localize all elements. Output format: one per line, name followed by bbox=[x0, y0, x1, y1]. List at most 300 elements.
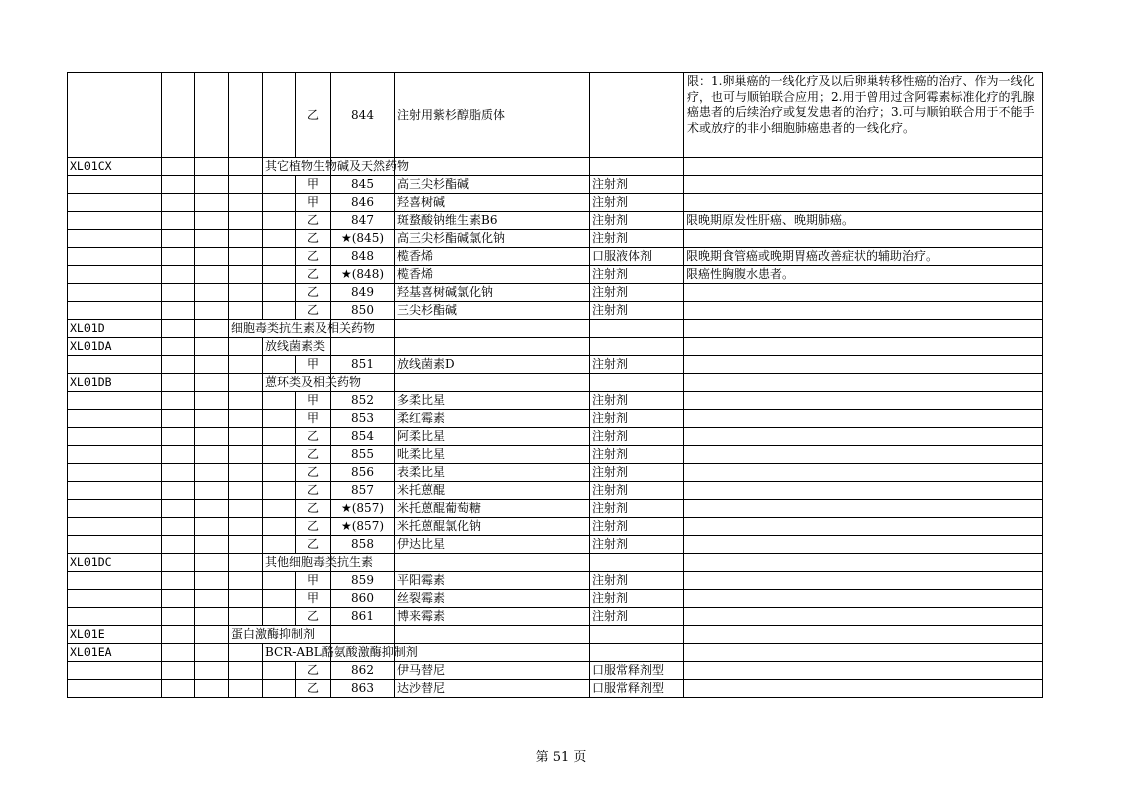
blank-cell bbox=[395, 338, 590, 356]
drug-category: 甲 bbox=[296, 176, 331, 194]
drug-category: 乙 bbox=[296, 680, 331, 698]
drug-number: 850 bbox=[331, 302, 395, 320]
dosage-form: 注射剂 bbox=[590, 608, 684, 626]
drug-category: 乙 bbox=[296, 446, 331, 464]
drug-row bbox=[68, 284, 1043, 302]
drug-row bbox=[68, 590, 1043, 608]
drug-name: 羟喜树碱 bbox=[395, 194, 590, 212]
drug-row bbox=[68, 482, 1043, 500]
blank-cell bbox=[684, 320, 1043, 338]
drug-number: 859 bbox=[331, 572, 395, 590]
dosage-form: 注射剂 bbox=[590, 212, 684, 230]
code-cell bbox=[68, 230, 162, 248]
blank-cell bbox=[229, 446, 263, 464]
drug-name: 米托蒽醌葡萄糖 bbox=[395, 500, 590, 518]
blank-cell bbox=[195, 392, 229, 410]
drug-remark bbox=[684, 392, 1043, 410]
code-cell bbox=[68, 356, 162, 374]
blank-cell bbox=[162, 680, 195, 698]
drug-row bbox=[68, 500, 1043, 518]
drug-name: 平阳霉素 bbox=[395, 572, 590, 590]
drug-name: 吡柔比星 bbox=[395, 446, 590, 464]
blank-cell bbox=[195, 302, 229, 320]
blank-cell bbox=[162, 500, 195, 518]
drug-remark bbox=[684, 428, 1043, 446]
category-code: XL01DC bbox=[68, 554, 162, 572]
blank-cell bbox=[684, 626, 1043, 644]
blank-cell bbox=[162, 194, 195, 212]
drug-number: 863 bbox=[331, 680, 395, 698]
category-code: XL01EA bbox=[68, 644, 162, 662]
drug-name: 放线菌素D bbox=[395, 356, 590, 374]
code-cell bbox=[68, 302, 162, 320]
code-cell bbox=[68, 590, 162, 608]
blank-cell bbox=[684, 644, 1043, 662]
blank-cell bbox=[229, 73, 263, 158]
code-cell bbox=[68, 680, 162, 698]
blank-cell bbox=[229, 536, 263, 554]
blank-cell bbox=[263, 482, 296, 500]
drug-remark bbox=[684, 410, 1043, 428]
table-body bbox=[68, 73, 1043, 698]
drug-remark bbox=[684, 590, 1043, 608]
blank-cell bbox=[195, 572, 229, 590]
drug-row bbox=[68, 302, 1043, 320]
drug-category: 甲 bbox=[296, 410, 331, 428]
blank-cell bbox=[162, 73, 195, 158]
drug-category: 乙 bbox=[296, 248, 331, 266]
drug-remark bbox=[684, 446, 1043, 464]
category-name: 其他细胞毒类抗生素 bbox=[263, 554, 331, 572]
blank-cell bbox=[229, 518, 263, 536]
blank-cell bbox=[229, 284, 263, 302]
drug-number: 847 bbox=[331, 212, 395, 230]
dosage-form: 注射剂 bbox=[590, 500, 684, 518]
dosage-form: 注射剂 bbox=[590, 266, 684, 284]
drug-row bbox=[68, 536, 1043, 554]
category-row bbox=[68, 338, 1043, 356]
blank-cell bbox=[162, 266, 195, 284]
drug-category: 乙 bbox=[296, 662, 331, 680]
dosage-form: 注射剂 bbox=[590, 176, 684, 194]
blank-cell bbox=[229, 680, 263, 698]
blank-cell bbox=[229, 248, 263, 266]
drug-row bbox=[68, 266, 1043, 284]
code-cell bbox=[68, 446, 162, 464]
blank-cell bbox=[263, 248, 296, 266]
drug-category: 甲 bbox=[296, 356, 331, 374]
drug-number: 849 bbox=[331, 284, 395, 302]
blank-cell bbox=[263, 212, 296, 230]
blank-cell bbox=[331, 338, 395, 356]
blank-cell bbox=[162, 248, 195, 266]
blank-cell bbox=[229, 176, 263, 194]
drug-name: 阿柔比星 bbox=[395, 428, 590, 446]
code-cell bbox=[68, 176, 162, 194]
category-name: 蛋白激酶抑制剂 bbox=[229, 626, 331, 644]
drug-name: 多柔比星 bbox=[395, 392, 590, 410]
blank-cell bbox=[590, 338, 684, 356]
drug-name: 高三尖杉酯碱 bbox=[395, 176, 590, 194]
category-name: 蒽环类及相关药物 bbox=[263, 374, 331, 392]
code-cell bbox=[68, 608, 162, 626]
dosage-form: 注射剂 bbox=[590, 518, 684, 536]
blank-cell bbox=[395, 644, 590, 662]
drug-name: 三尖杉酯碱 bbox=[395, 302, 590, 320]
drug-number: 858 bbox=[331, 536, 395, 554]
dosage-form: 注射剂 bbox=[590, 590, 684, 608]
drug-name: 伊达比星 bbox=[395, 536, 590, 554]
drug-row bbox=[68, 212, 1043, 230]
blank-cell bbox=[263, 608, 296, 626]
blank-cell bbox=[229, 302, 263, 320]
category-name: 其它植物生物碱及天然药物 bbox=[263, 158, 331, 176]
drug-catalog-table bbox=[67, 72, 1043, 698]
blank-cell bbox=[263, 356, 296, 374]
blank-cell bbox=[162, 410, 195, 428]
blank-cell bbox=[229, 644, 263, 662]
drug-remark bbox=[684, 464, 1043, 482]
blank-cell bbox=[162, 464, 195, 482]
blank-cell bbox=[229, 428, 263, 446]
blank-cell bbox=[229, 392, 263, 410]
blank-cell bbox=[229, 662, 263, 680]
category-row bbox=[68, 158, 1043, 176]
drug-number: 856 bbox=[331, 464, 395, 482]
blank-cell bbox=[195, 644, 229, 662]
dosage-form: 注射剂 bbox=[590, 482, 684, 500]
blank-cell bbox=[195, 464, 229, 482]
drug-number: 845 bbox=[331, 176, 395, 194]
category-row bbox=[68, 374, 1043, 392]
blank-cell bbox=[229, 230, 263, 248]
blank-cell bbox=[263, 464, 296, 482]
category-name: 放线菌素类 bbox=[263, 338, 331, 356]
blank-cell bbox=[229, 572, 263, 590]
drug-row bbox=[68, 392, 1043, 410]
blank-cell bbox=[195, 230, 229, 248]
blank-cell bbox=[162, 572, 195, 590]
dosage-form: 注射剂 bbox=[590, 410, 684, 428]
drug-number: 861 bbox=[331, 608, 395, 626]
drug-number: ★(848) bbox=[331, 266, 395, 284]
code-cell bbox=[68, 662, 162, 680]
blank-cell bbox=[590, 554, 684, 572]
drug-number: 844 bbox=[331, 73, 395, 158]
blank-cell bbox=[684, 374, 1043, 392]
drug-remark: 限癌性胸腹水患者。 bbox=[684, 266, 1043, 284]
blank-cell bbox=[195, 194, 229, 212]
blank-cell bbox=[263, 392, 296, 410]
blank-cell bbox=[229, 464, 263, 482]
blank-cell bbox=[195, 284, 229, 302]
category-code: XL01DA bbox=[68, 338, 162, 356]
blank-cell bbox=[395, 554, 590, 572]
code-cell bbox=[68, 266, 162, 284]
blank-cell bbox=[162, 284, 195, 302]
blank-cell bbox=[263, 73, 296, 158]
drug-name: 榄香烯 bbox=[395, 248, 590, 266]
drug-name: 柔红霉素 bbox=[395, 410, 590, 428]
blank-cell bbox=[395, 158, 590, 176]
blank-cell bbox=[162, 428, 195, 446]
drug-category: 乙 bbox=[296, 230, 331, 248]
blank-cell bbox=[162, 158, 195, 176]
drug-remark bbox=[684, 230, 1043, 248]
drug-row bbox=[68, 194, 1043, 212]
dosage-form: 注射剂 bbox=[590, 464, 684, 482]
drug-remark bbox=[684, 518, 1043, 536]
drug-number: 857 bbox=[331, 482, 395, 500]
drug-remark bbox=[684, 572, 1043, 590]
blank-cell bbox=[395, 320, 590, 338]
blank-cell bbox=[162, 230, 195, 248]
dosage-form: 注射剂 bbox=[590, 572, 684, 590]
blank-cell bbox=[263, 572, 296, 590]
blank-cell bbox=[263, 446, 296, 464]
drug-category: 乙 bbox=[296, 608, 331, 626]
drug-name: 米托蒽醌 bbox=[395, 482, 590, 500]
drug-remark: 限：1.卵巢癌的一线化疗及以后卵巢转移性癌的治疗、作为一线化疗，也可与顺铂联合应用；2.用于曾用过含阿霉素标准化疗的乳腺癌患者的后续治疗或复发患者的治疗；3.可与顺铂联合用于不能手术或放疗的非小细胞肺癌患者的一线化疗。 bbox=[684, 73, 1043, 158]
drug-category: 甲 bbox=[296, 590, 331, 608]
blank-cell bbox=[162, 392, 195, 410]
blank-cell bbox=[229, 482, 263, 500]
drug-name: 羟基喜树碱氯化钠 bbox=[395, 284, 590, 302]
drug-category: 乙 bbox=[296, 266, 331, 284]
blank-cell bbox=[195, 248, 229, 266]
category-code: XL01DB bbox=[68, 374, 162, 392]
drug-name: 博来霉素 bbox=[395, 608, 590, 626]
blank-cell bbox=[590, 374, 684, 392]
blank-cell bbox=[229, 194, 263, 212]
blank-cell bbox=[162, 590, 195, 608]
dosage-form: 注射剂 bbox=[590, 302, 684, 320]
blank-cell bbox=[162, 338, 195, 356]
drug-remark bbox=[684, 536, 1043, 554]
code-cell bbox=[68, 536, 162, 554]
blank-cell bbox=[263, 266, 296, 284]
blank-cell bbox=[229, 554, 263, 572]
drug-number: 855 bbox=[331, 446, 395, 464]
blank-cell bbox=[263, 680, 296, 698]
blank-cell bbox=[229, 374, 263, 392]
drug-number: ★(857) bbox=[331, 518, 395, 536]
drug-category: 乙 bbox=[296, 73, 331, 158]
blank-cell bbox=[162, 302, 195, 320]
drug-remark bbox=[684, 302, 1043, 320]
blank-cell bbox=[162, 356, 195, 374]
drug-category: 乙 bbox=[296, 482, 331, 500]
drug-category: 乙 bbox=[296, 284, 331, 302]
code-cell bbox=[68, 194, 162, 212]
blank-cell bbox=[162, 536, 195, 554]
blank-cell bbox=[684, 338, 1043, 356]
blank-cell bbox=[195, 176, 229, 194]
drug-row bbox=[68, 680, 1043, 698]
blank-cell bbox=[395, 626, 590, 644]
drug-category: 甲 bbox=[296, 572, 331, 590]
blank-cell bbox=[395, 374, 590, 392]
drug-row bbox=[68, 176, 1043, 194]
blank-cell bbox=[195, 158, 229, 176]
drug-number: 846 bbox=[331, 194, 395, 212]
code-cell bbox=[68, 464, 162, 482]
code-cell bbox=[68, 500, 162, 518]
drug-number: 848 bbox=[331, 248, 395, 266]
blank-cell bbox=[162, 212, 195, 230]
drug-remark bbox=[684, 662, 1043, 680]
drug-remark bbox=[684, 176, 1043, 194]
drug-category: 乙 bbox=[296, 500, 331, 518]
blank-cell bbox=[195, 356, 229, 374]
blank-cell bbox=[162, 644, 195, 662]
drug-row bbox=[68, 662, 1043, 680]
category-name: BCR-ABL酪氨酸激酶抑制剂 bbox=[263, 644, 331, 662]
blank-cell bbox=[162, 320, 195, 338]
blank-cell bbox=[195, 338, 229, 356]
blank-cell bbox=[229, 356, 263, 374]
blank-cell bbox=[162, 662, 195, 680]
blank-cell bbox=[162, 626, 195, 644]
code-cell bbox=[68, 482, 162, 500]
blank-cell bbox=[195, 428, 229, 446]
drug-name: 高三尖杉酯碱氯化钠 bbox=[395, 230, 590, 248]
drug-row bbox=[68, 446, 1043, 464]
code-cell bbox=[68, 518, 162, 536]
blank-cell bbox=[684, 554, 1043, 572]
code-cell bbox=[68, 392, 162, 410]
drug-name: 米托蒽醌氯化钠 bbox=[395, 518, 590, 536]
code-cell bbox=[68, 284, 162, 302]
blank-cell bbox=[162, 608, 195, 626]
drug-remark bbox=[684, 608, 1043, 626]
category-row bbox=[68, 320, 1043, 338]
blank-cell bbox=[162, 482, 195, 500]
blank-cell bbox=[263, 230, 296, 248]
code-cell bbox=[68, 73, 162, 158]
blank-cell bbox=[195, 266, 229, 284]
blank-cell bbox=[229, 212, 263, 230]
drug-category: 乙 bbox=[296, 428, 331, 446]
dosage-form: 注射剂 bbox=[590, 284, 684, 302]
dosage-form bbox=[590, 73, 684, 158]
dosage-form: 注射剂 bbox=[590, 194, 684, 212]
blank-cell bbox=[263, 590, 296, 608]
drug-number: 851 bbox=[331, 356, 395, 374]
blank-cell bbox=[263, 662, 296, 680]
drug-remark: 限晚期食管癌或晚期胃癌改善症状的辅助治疗。 bbox=[684, 248, 1043, 266]
blank-cell bbox=[195, 500, 229, 518]
drug-remark bbox=[684, 284, 1043, 302]
blank-cell bbox=[263, 194, 296, 212]
category-code: XL01CX bbox=[68, 158, 162, 176]
drug-remark bbox=[684, 194, 1043, 212]
blank-cell bbox=[195, 626, 229, 644]
drug-row bbox=[68, 608, 1043, 626]
dosage-form: 注射剂 bbox=[590, 428, 684, 446]
drug-number: 862 bbox=[331, 662, 395, 680]
blank-cell bbox=[162, 176, 195, 194]
dosage-form: 口服常释剂型 bbox=[590, 662, 684, 680]
category-row bbox=[68, 626, 1043, 644]
blank-cell bbox=[195, 590, 229, 608]
dosage-form: 注射剂 bbox=[590, 446, 684, 464]
drug-row bbox=[68, 410, 1043, 428]
blank-cell bbox=[195, 73, 229, 158]
category-code: XL01D bbox=[68, 320, 162, 338]
blank-cell bbox=[195, 662, 229, 680]
code-cell bbox=[68, 572, 162, 590]
drug-row bbox=[68, 428, 1043, 446]
code-cell bbox=[68, 212, 162, 230]
blank-cell bbox=[162, 518, 195, 536]
blank-cell bbox=[590, 320, 684, 338]
drug-name: 注射用紫杉醇脂质体 bbox=[395, 73, 590, 158]
category-row bbox=[68, 644, 1043, 662]
blank-cell bbox=[195, 518, 229, 536]
drug-category: 乙 bbox=[296, 518, 331, 536]
blank-cell bbox=[590, 644, 684, 662]
drug-row bbox=[68, 572, 1043, 590]
blank-cell bbox=[229, 608, 263, 626]
category-code: XL01E bbox=[68, 626, 162, 644]
blank-cell bbox=[331, 626, 395, 644]
drug-name: 斑蝥酸钠维生素B6 bbox=[395, 212, 590, 230]
drug-number: 853 bbox=[331, 410, 395, 428]
blank-cell bbox=[229, 266, 263, 284]
blank-cell bbox=[195, 536, 229, 554]
blank-cell bbox=[195, 680, 229, 698]
page-number: 第 51 页 bbox=[535, 750, 587, 765]
dosage-form: 注射剂 bbox=[590, 356, 684, 374]
blank-cell bbox=[229, 338, 263, 356]
code-cell bbox=[68, 410, 162, 428]
drug-number: ★(845) bbox=[331, 230, 395, 248]
drug-remark bbox=[684, 500, 1043, 518]
blank-cell bbox=[684, 158, 1043, 176]
blank-cell bbox=[263, 176, 296, 194]
drug-remark bbox=[684, 482, 1043, 500]
drug-category: 乙 bbox=[296, 212, 331, 230]
blank-cell bbox=[229, 410, 263, 428]
drug-category: 甲 bbox=[296, 392, 331, 410]
drug-row bbox=[68, 230, 1043, 248]
dosage-form: 口服常释剂型 bbox=[590, 680, 684, 698]
drug-name: 榄香烯 bbox=[395, 266, 590, 284]
drug-remark bbox=[684, 356, 1043, 374]
drug-number: ★(857) bbox=[331, 500, 395, 518]
blank-cell bbox=[263, 410, 296, 428]
blank-cell bbox=[195, 212, 229, 230]
dosage-form: 注射剂 bbox=[590, 392, 684, 410]
drug-number: 852 bbox=[331, 392, 395, 410]
code-cell bbox=[68, 428, 162, 446]
drug-category: 乙 bbox=[296, 302, 331, 320]
dosage-form: 注射剂 bbox=[590, 536, 684, 554]
drug-row bbox=[68, 356, 1043, 374]
blank-cell bbox=[263, 536, 296, 554]
dosage-form: 注射剂 bbox=[590, 230, 684, 248]
blank-cell bbox=[263, 284, 296, 302]
drug-row bbox=[68, 73, 1043, 158]
blank-cell bbox=[590, 626, 684, 644]
blank-cell bbox=[195, 608, 229, 626]
category-row bbox=[68, 554, 1043, 572]
blank-cell bbox=[195, 482, 229, 500]
drug-category: 乙 bbox=[296, 464, 331, 482]
blank-cell bbox=[195, 554, 229, 572]
drug-name: 丝裂霉素 bbox=[395, 590, 590, 608]
